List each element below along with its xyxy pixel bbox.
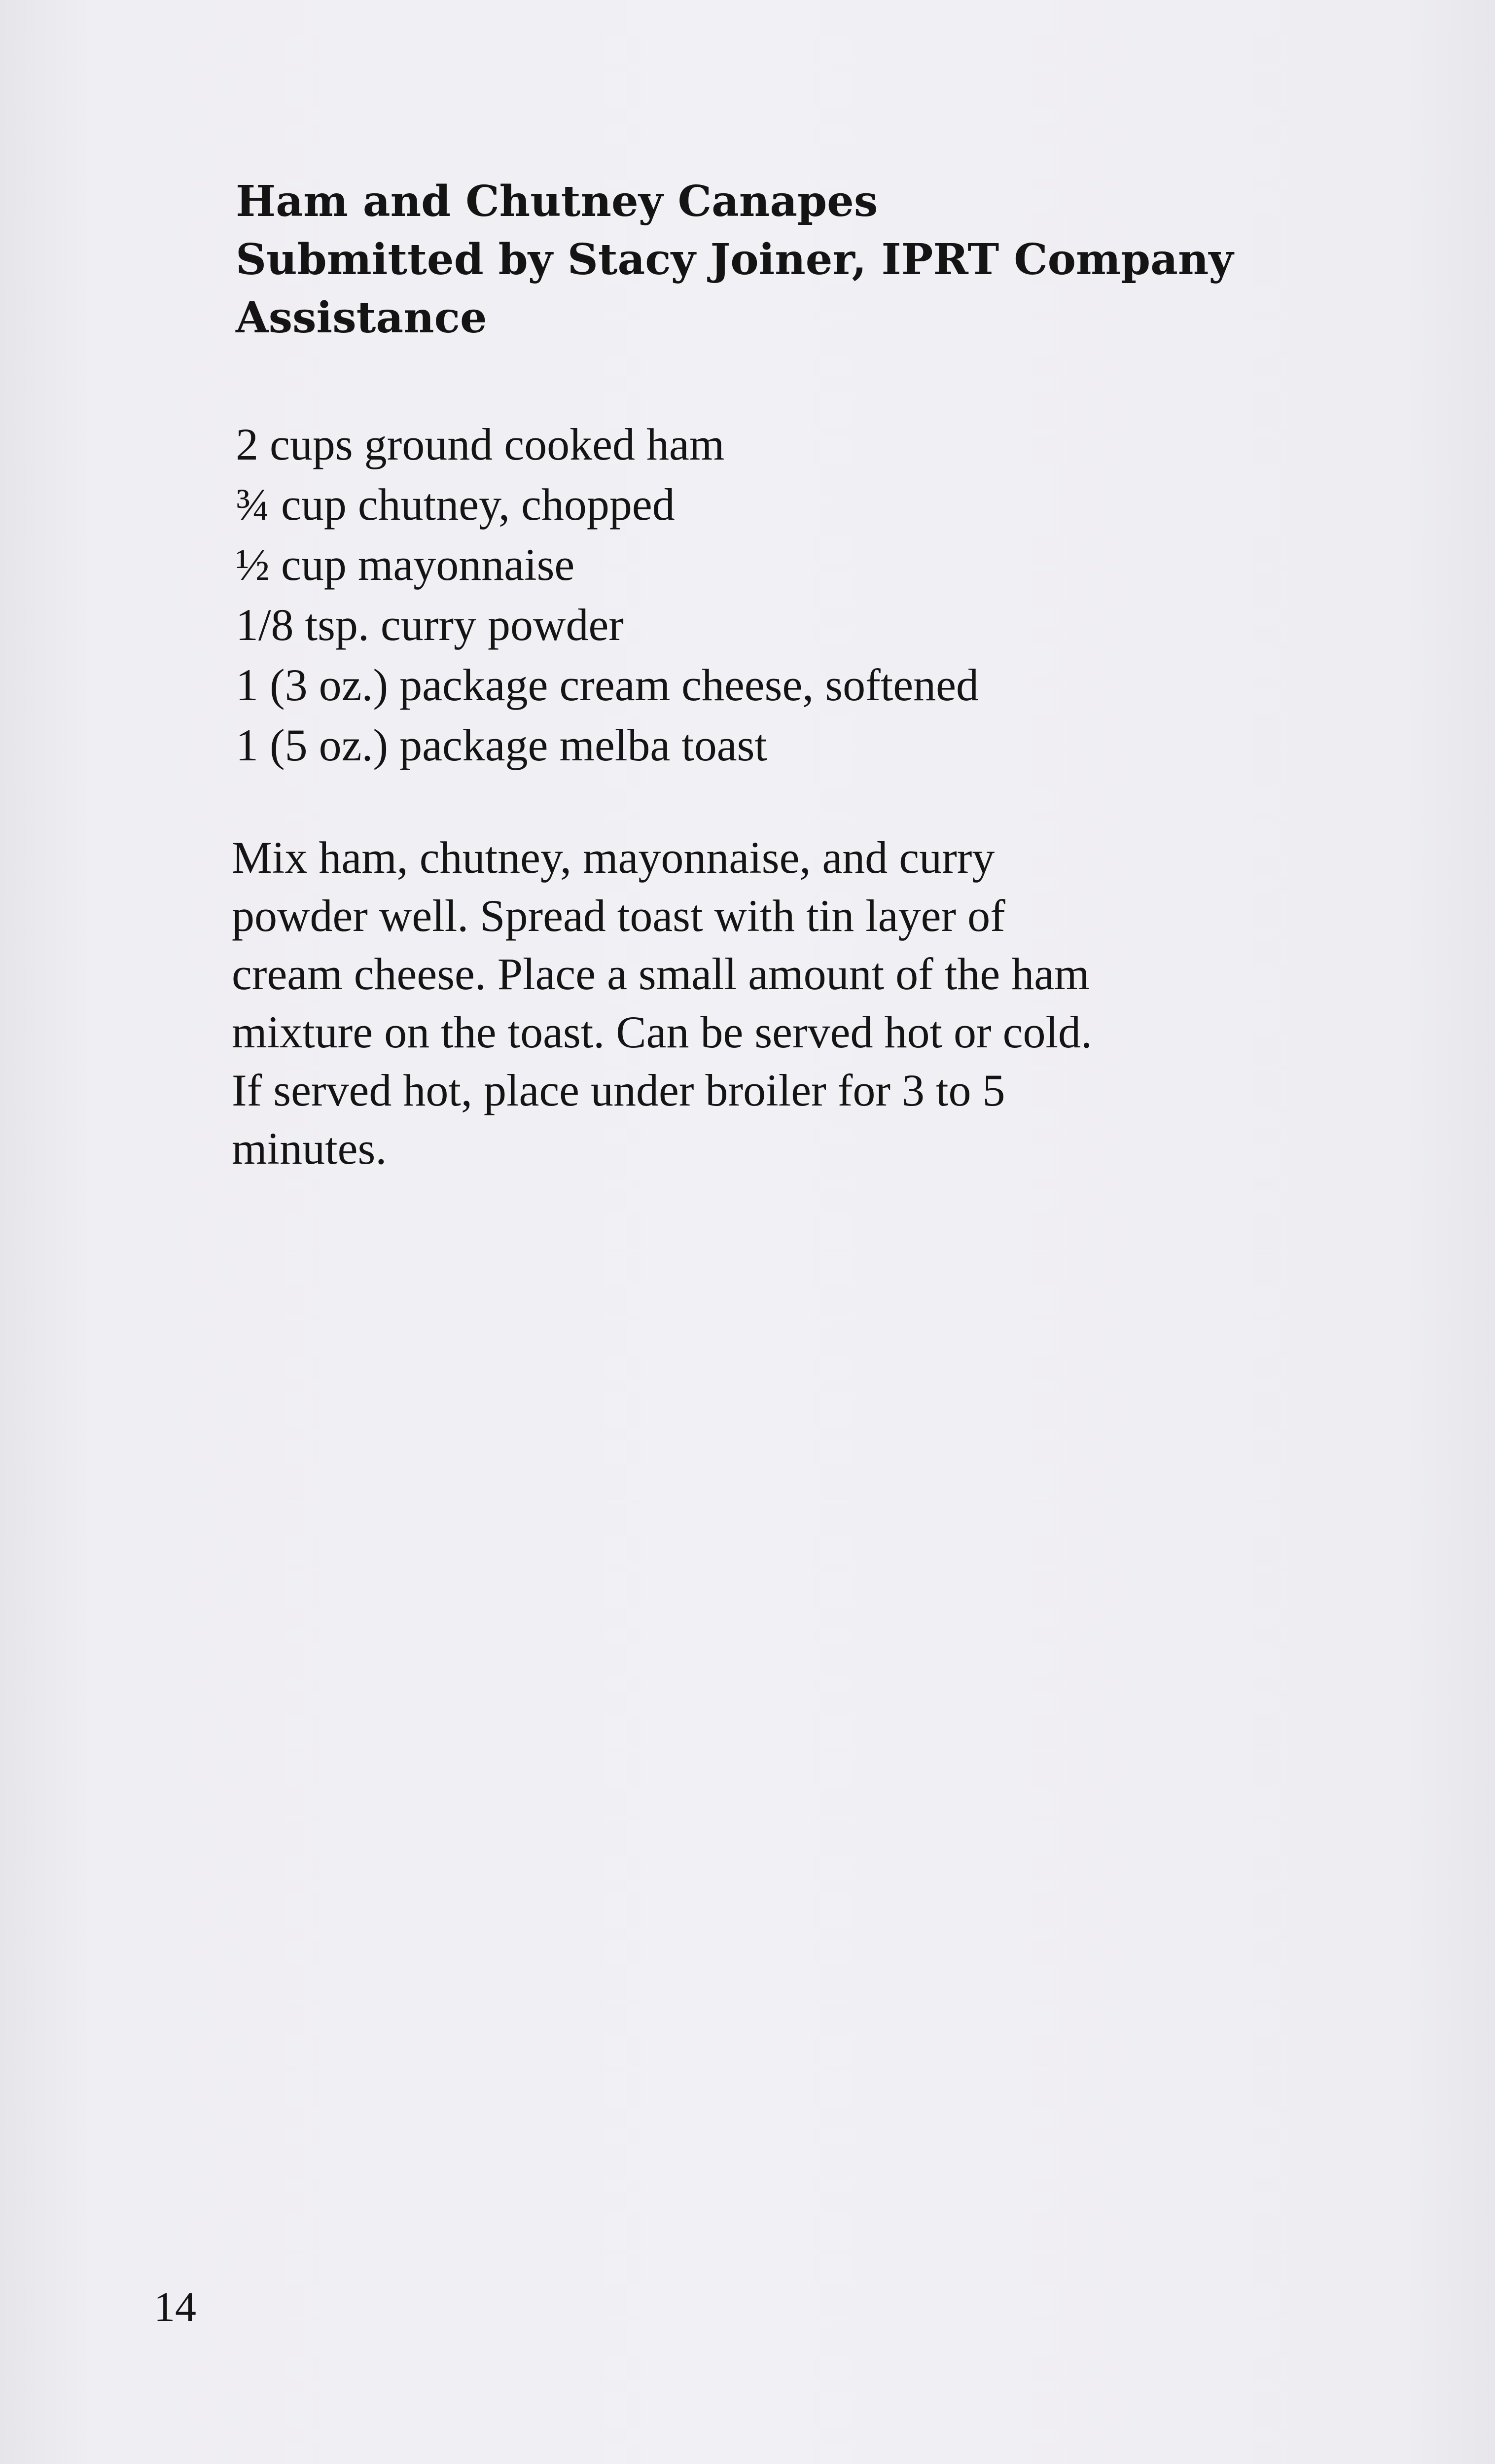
ingredient-item: 1 (3 oz.) package cream cheese, softened [236,660,979,710]
recipe-title: Ham and Chutney Canapes [236,177,878,226]
instructions-line: cream cheese. Place a small amount of the ham [232,949,1090,999]
page-number: 14 [154,2283,196,2330]
ingredient-item: 2 cups ground cooked ham [236,419,725,469]
ingredient-item: ½ cup mayonnaise [236,539,575,590]
instructions-line: minutes. [232,1123,387,1174]
instructions-paragraph [232,828,1366,1178]
recipe-header [236,173,1370,347]
ingredient-item: 1 (5 oz.) package melba toast [236,720,767,770]
submitted-by-line: Submitted by Stacy Joiner, IPRT Company [236,235,1234,285]
instructions-line: If served hot, place under broiler for 3 to 5 [232,1065,1005,1115]
ingredient-item: ¾ cup chutney, chopped [236,479,675,530]
instructions-line: mixture on the toast. Can be served hot or cold. [232,1007,1093,1057]
recipe [232,173,1370,1174]
ingredient-item: 1/8 tsp. curry powder [236,600,624,650]
ingredient-list [236,414,979,775]
instructions-line: Mix ham, chutney, mayonnaise, and curry [232,832,995,883]
instructions-line: powder well. Spread toast with tin layer of [232,891,1005,941]
submitted-by-line-continued: Assistance [236,293,487,343]
